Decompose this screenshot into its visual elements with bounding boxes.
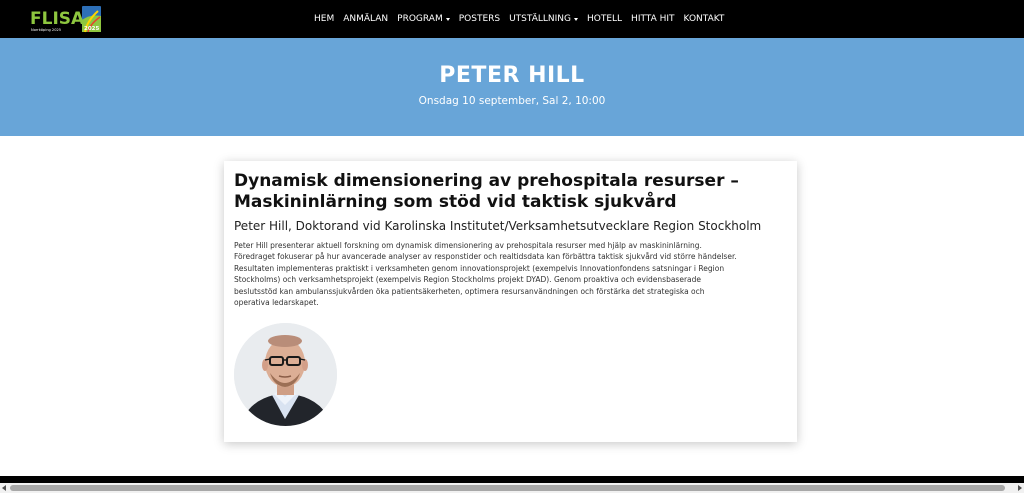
- footer-bar: [0, 476, 1024, 483]
- nav-item-kontakt[interactable]: [684, 14, 725, 24]
- nav-item-anmalan[interactable]: [343, 14, 388, 24]
- abstract-line: Stockholms) och verksamhetsprojekt (exempelvis Region Stockholms projekt DYAD). Genom proaktiva och evidensbaserade: [234, 275, 702, 285]
- flisa-logo[interactable]: [30, 5, 102, 33]
- nav-item-program[interactable]: [397, 14, 450, 24]
- nav-item-label: PROGRAM: [397, 14, 443, 24]
- logo-small-text: Norrköping 2025: [31, 28, 62, 32]
- horizontal-scrollbar[interactable]: [0, 483, 1024, 493]
- nav-item-label: HOTELL: [586, 14, 623, 24]
- talk-title-line: Dynamisk dimensionering av prehospitala resurser –: [234, 171, 739, 191]
- talk-abstract: [234, 240, 786, 308]
- logo-text: FLISA: [30, 9, 85, 29]
- abstract-line: beslutsstöd kan ambulanssjukvården öka patientsäkerheten, optimera resursanvändningen och förstärka det strategiska och: [234, 286, 705, 296]
- nav-item-label: KONTAKT: [683, 14, 725, 24]
- scrollbar-thumb[interactable]: [10, 485, 1005, 491]
- abstract-line: operativa ledarskapet.: [234, 298, 319, 308]
- nav-item-hotell[interactable]: [587, 14, 622, 24]
- nav-item-label: HITTA HIT: [631, 14, 675, 24]
- talk-title-line: Maskininlärning som stöd vid taktisk sjukvård: [234, 192, 677, 212]
- scroll-right-arrow-icon[interactable]: [1018, 485, 1022, 491]
- abstract-line: Peter Hill presenterar aktuell forskning om dynamisk dimensionering av prehospitala resurser med hjälp av maskininlärning.: [234, 241, 702, 250]
- main-menu: [314, 0, 724, 38]
- caret-down-icon: [574, 18, 578, 21]
- abstract-line: Föredraget fokuserar på hur avancerade analyser av responstider och realtidsdata kan förbättra taktisk sjukvård vid större händelser.: [234, 252, 737, 262]
- nav-item-label: UTSTÄLLNING: [509, 14, 571, 24]
- nav-item-utstallning[interactable]: [509, 14, 578, 24]
- scroll-left-arrow-icon[interactable]: [2, 485, 6, 491]
- caret-down-icon: [446, 18, 450, 21]
- nav-item-hitta-hit[interactable]: [631, 14, 675, 24]
- speaker-affiliation: Peter Hill, Doktorand vid Karolinska Institutet/Verksamhetsutvecklare Region Stockholm: [234, 219, 762, 233]
- nav-item-posters[interactable]: [459, 14, 500, 24]
- nav-item-label: ANMÄLAN: [343, 14, 389, 24]
- logo-year: 2025: [84, 26, 100, 32]
- session-info: Onsdag 10 september, Sal 2, 10:00: [418, 95, 606, 107]
- nav-item-hem[interactable]: [314, 14, 334, 24]
- nav-item-label: HEM: [314, 14, 335, 24]
- speaker-photo: [234, 323, 337, 426]
- page-title: PETER HILL: [439, 63, 585, 88]
- talk-title: [234, 171, 790, 213]
- top-navigation-bar: [0, 0, 1024, 38]
- nav-item-label: POSTERS: [458, 14, 501, 24]
- talk-card: [224, 161, 797, 442]
- hero-banner: [0, 38, 1024, 136]
- abstract-line: Resultaten implementeras praktiskt i verksamheten genom innovationsprojekt (exempelvis Innovationfondens satsningar i Region: [234, 263, 725, 273]
